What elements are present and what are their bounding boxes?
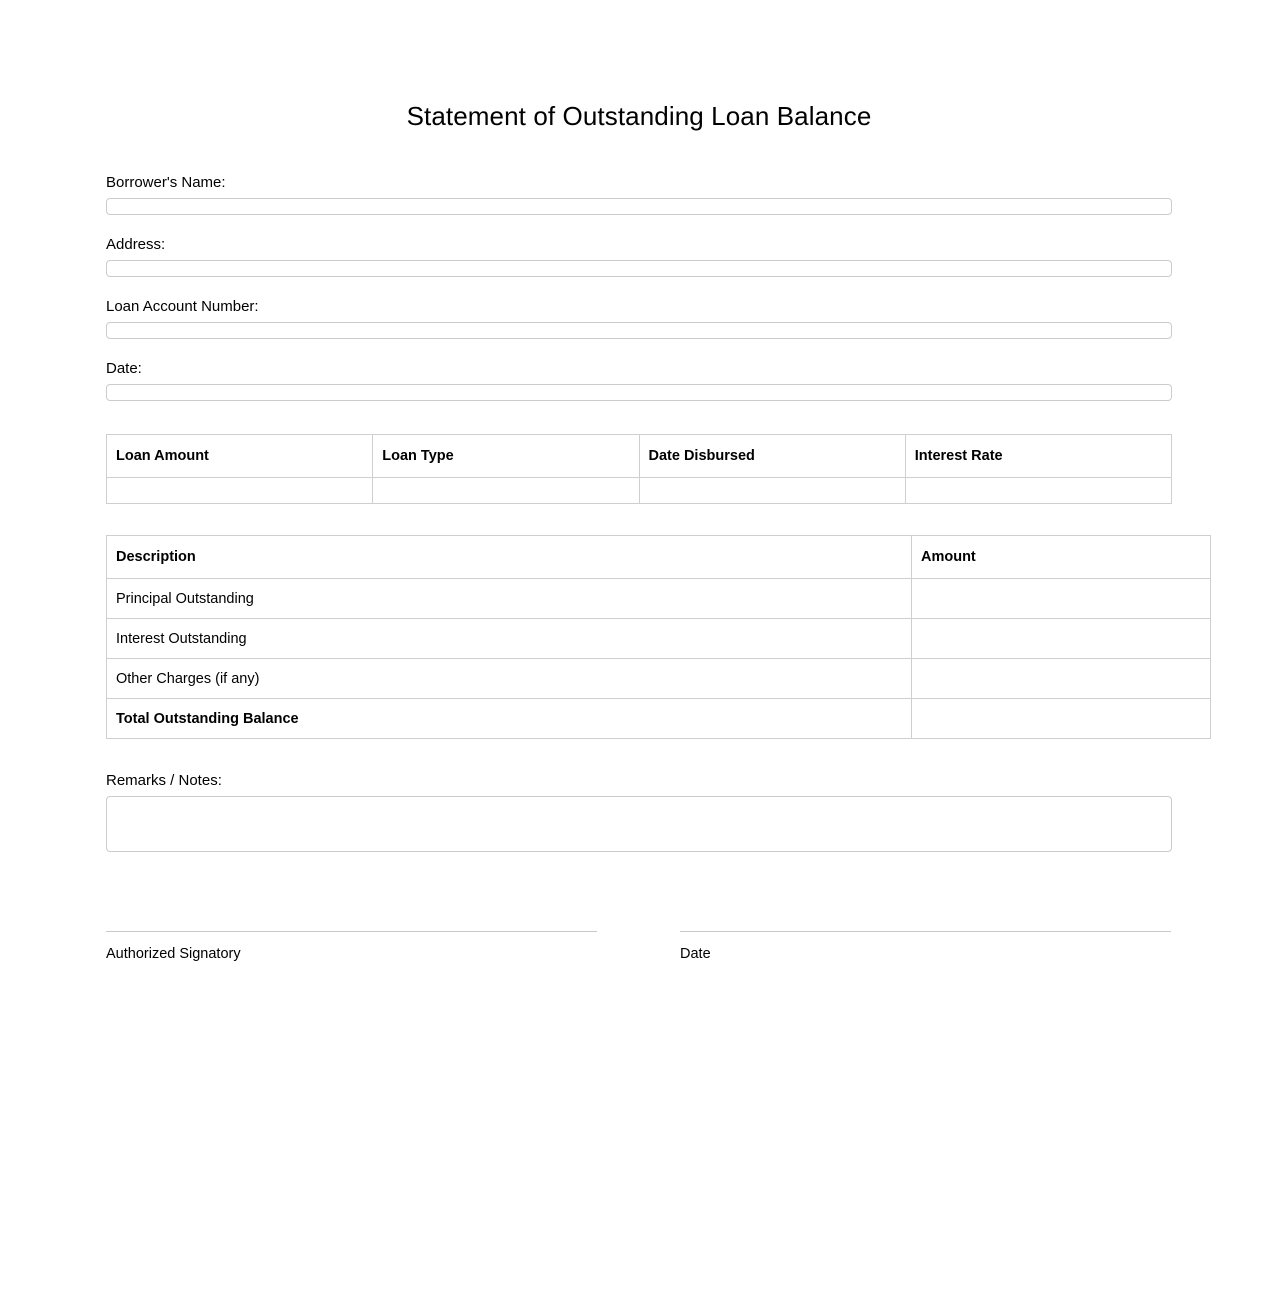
table-row [107,579,1211,619]
cell-description-other-charges: Other Charges (if any) [107,659,912,699]
loan-details-table [106,434,1172,504]
cell-loan-amount[interactable] [107,478,373,504]
loan-account-number-input[interactable] [106,322,1172,339]
signature-line [106,931,597,932]
cell-description-interest-outstanding: Interest Outstanding [107,619,912,659]
outstanding-balance-table [106,535,1211,739]
authorized-signatory-label: Authorized Signatory [106,946,241,962]
loan-account-number-label: Loan Account Number: [106,298,259,315]
cell-interest-rate[interactable] [905,478,1171,504]
column-header-amount: Amount [912,536,1211,579]
borrowers-name-label: Borrower's Name: [106,174,226,191]
cell-description-principal-outstanding: Principal Outstanding [107,579,912,619]
signature-block-authorized-signatory [106,931,597,963]
borrowers-name-input[interactable] [106,198,1172,215]
field-borrowers-name [106,174,1172,215]
cell-date-disbursed[interactable] [639,478,905,504]
table-header-row [107,536,1211,579]
column-header-interest-rate: Interest Rate [905,435,1171,478]
signature-date-label: Date [680,946,711,962]
remarks-section [106,772,1172,852]
column-header-date-disbursed: Date Disbursed [639,435,905,478]
table-row-total [107,699,1211,739]
signature-date-line [680,931,1171,932]
column-header-loan-amount: Loan Amount [107,435,373,478]
table-row [107,478,1172,504]
cell-amount-other-charges[interactable] [912,659,1211,699]
signature-block-date [680,931,1171,963]
cell-loan-type[interactable] [373,478,639,504]
address-input[interactable] [106,260,1172,277]
date-input[interactable] [106,384,1172,401]
cell-amount-principal-outstanding[interactable] [912,579,1211,619]
remarks-label: Remarks / Notes: [106,772,222,789]
address-label: Address: [106,236,166,253]
column-header-description: Description [107,536,912,579]
column-header-loan-type: Loan Type [373,435,639,478]
document-body [106,0,1172,963]
date-label: Date: [106,360,142,377]
page-title: Statement of Outstanding Loan Balance [406,101,872,131]
field-address [106,236,1172,277]
cell-amount-interest-outstanding[interactable] [912,619,1211,659]
borrower-details-section [106,174,1172,401]
table-row [107,659,1211,699]
table-row [107,619,1211,659]
signature-section [106,931,1172,963]
cell-description-total-outstanding-balance: Total Outstanding Balance [107,699,912,739]
remarks-input[interactable] [106,796,1172,852]
field-loan-account-number [106,298,1172,339]
table-header-row [107,435,1172,478]
field-date [106,360,1172,401]
cell-amount-total-outstanding-balance[interactable] [912,699,1211,739]
